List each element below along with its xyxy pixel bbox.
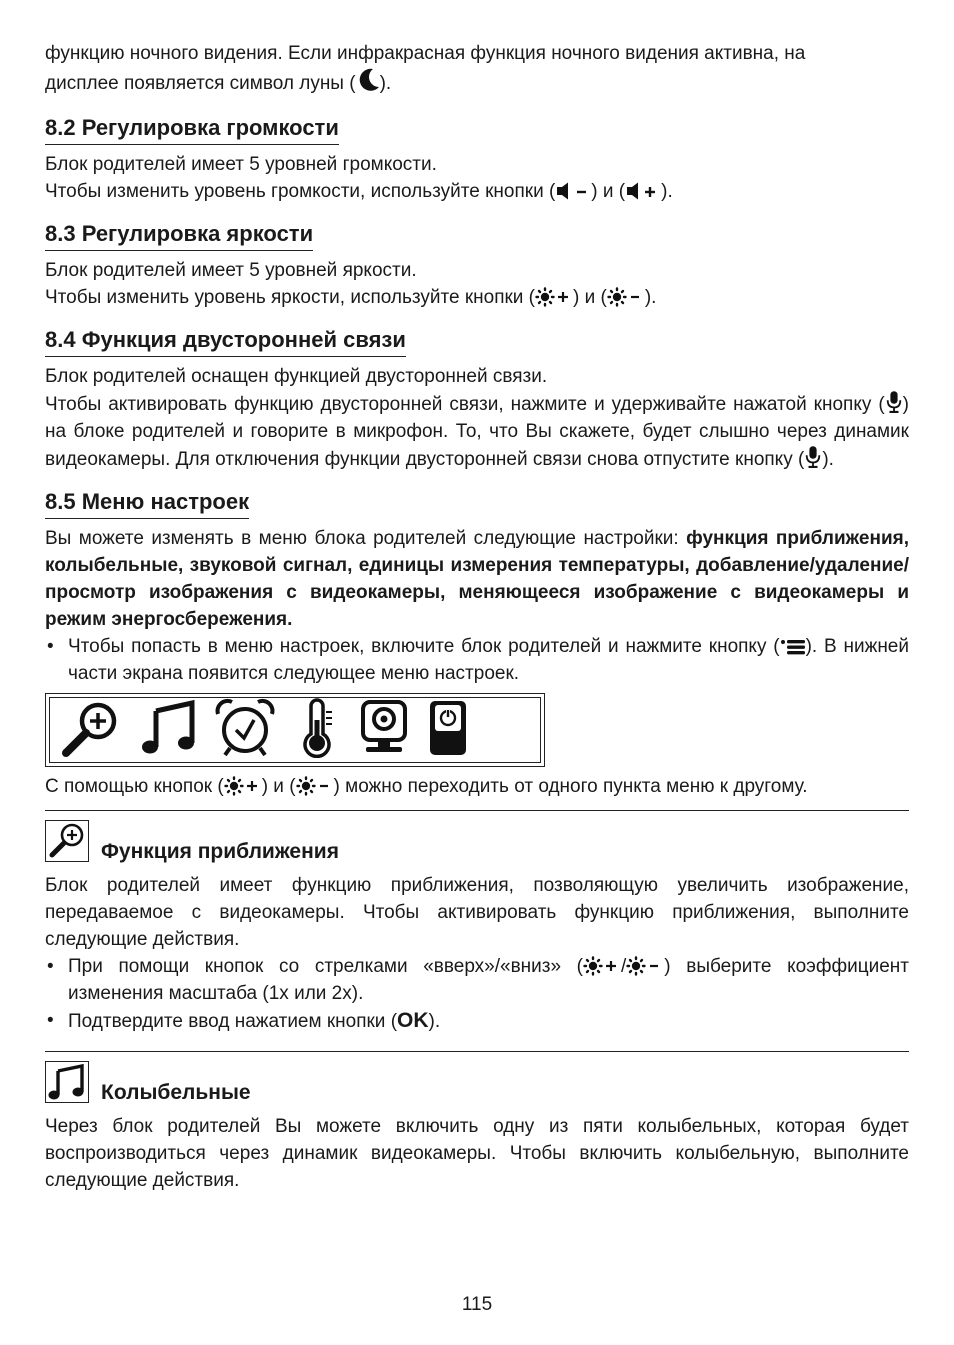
settings-intro-a: Вы можете изменять в меню блока родителей следующие настройки: — [45, 528, 687, 549]
brightness-down-icon — [296, 776, 334, 796]
brightness-up-icon — [535, 287, 573, 307]
zoom-icon — [45, 820, 89, 862]
menu-navigation-text — [45, 773, 909, 800]
divider — [45, 810, 909, 811]
brightness-instr-a: Чтобы изменить уровень яркости, используйте кнопки ( — [45, 287, 536, 308]
volume-levels-text: Блок родителей имеет 5 уровней громкости. — [45, 154, 437, 175]
zoom-description: Блок родителей имеет функцию приближения, позволяющую увеличить изображение, передаваемое с видеокамеры. Чтобы активировать функцию приближения, выполните следующие действия. — [45, 875, 909, 950]
intro-line2-start: дисплее появляется символ луны ( — [45, 73, 356, 94]
brightness-down-icon — [607, 287, 645, 307]
list-item — [45, 953, 909, 1007]
microphone-icon — [885, 390, 903, 414]
two-way-instr-b: ) на блоке родителей и говорите в микрофон. То, что Вы скажете, будет слышно через динамик видеокамеры. Для отключения функции двусторонней связи снова отпустите кнопку ( — [45, 394, 909, 470]
volume-instr-b: ) и ( — [591, 181, 626, 202]
brightness-down-icon — [626, 956, 664, 976]
zoom-step1-c: ) выберите коэффициент изменения масштаба (1x или 2x). — [68, 956, 909, 1004]
list-item — [45, 633, 909, 687]
power-icon — [426, 698, 470, 763]
section-settings-menu — [45, 487, 909, 800]
settings-intro — [45, 525, 909, 633]
section-title-settings: 8.5 Меню настроек — [45, 489, 250, 514]
nav-text-b: ) и ( — [261, 776, 296, 797]
two-way-instr-c: ). — [822, 449, 834, 470]
zoom-steps — [45, 953, 909, 1035]
subsection-zoom — [45, 820, 909, 1035]
subsection-title-lullaby: Колыбельные — [101, 1081, 251, 1104]
menu-icon — [780, 638, 806, 656]
section-volume — [45, 113, 909, 205]
brightness-levels-text: Блок родителей имеет 5 уровней яркости. — [45, 260, 417, 281]
zoom-icon — [60, 699, 124, 762]
settings-bullet-b: ). В нижней части экрана появится следующее меню настроек. — [68, 636, 909, 684]
volume-instructions — [45, 178, 909, 205]
brightness-instr-c: ). — [644, 287, 657, 308]
divider — [45, 1051, 909, 1052]
intro-text — [45, 40, 909, 97]
section-title-two-way: 8.4 Функция двусторонней связи — [45, 327, 406, 352]
manual-page — [45, 40, 909, 1194]
section-title-brightness: 8.3 Регулировка яркости — [45, 221, 314, 246]
brightness-up-icon — [224, 776, 262, 796]
volume-down-icon — [555, 181, 591, 201]
brightness-up-icon — [583, 956, 621, 976]
zoom-step2-b: ). — [428, 1011, 441, 1032]
two-way-instr-a: Чтобы активировать функцию двусторонней связи, нажмите и удерживайте нажатой кнопку ( — [45, 394, 885, 415]
settings-bullet-a: Чтобы попасть в меню настроек, включите блок родителей и нажмите кнопку ( — [68, 636, 780, 657]
intro-line1: функцию ночного видения. Если инфракрасная функция ночного видения активна, на — [45, 43, 806, 64]
section-brightness — [45, 219, 909, 311]
page-number: 115 — [461, 1294, 493, 1315]
volume-instr-a: Чтобы изменить уровень громкости, используйте кнопки ( — [45, 181, 556, 202]
settings-list: функция приближения, колыбельные, звуковой сигнал, единицы измерения температуры, добавление/удаление/просмотр изображения с видеокамеры, меняющееся изображение с видеокамеры и режим энергосбережения. — [45, 528, 909, 630]
thermometer-icon — [292, 698, 342, 763]
zoom-step2-a: Подтвердите ввод нажатием кнопки ( — [68, 1011, 398, 1032]
zoom-step1-b: / — [621, 956, 627, 977]
microphone-icon — [804, 445, 822, 469]
brightness-instructions — [45, 284, 909, 311]
lullaby-description: Через блок родителей Вы можете включить одну из пяти колыбельных, которая будет воспроизводиться через динамик видеокамеры. Чтобы включить колыбельную, выполните следующие действия. — [45, 1116, 909, 1191]
moon-icon — [356, 67, 380, 93]
subsection-title-zoom: Функция приближения — [101, 840, 339, 863]
alarm-clock-icon — [214, 698, 276, 763]
camera-icon — [358, 699, 410, 762]
subsection-lullaby — [45, 1061, 909, 1194]
settings-bullets — [45, 633, 909, 687]
nav-text-c: ) можно переходить от одного пункта меню к другому. — [333, 776, 808, 797]
settings-menu-bar — [45, 693, 545, 767]
volume-instr-c: ). — [661, 181, 673, 202]
music-note-icon — [45, 1061, 89, 1103]
two-way-intro: Блок родителей оснащен функцией двусторонней связи. — [45, 366, 548, 387]
intro-line2-end: ). — [379, 73, 392, 94]
section-title-volume: 8.2 Регулировка громкости — [45, 115, 339, 140]
music-note-icon — [140, 699, 198, 762]
zoom-step1-a: При помощи кнопок со стрелками «вверх»/«вниз» ( — [68, 956, 584, 977]
nav-text-a: С помощью кнопок ( — [45, 776, 224, 797]
volume-up-icon — [625, 181, 661, 201]
list-item — [45, 1007, 909, 1035]
ok-button-label: OK — [397, 1009, 429, 1032]
brightness-instr-b: ) и ( — [573, 287, 607, 308]
two-way-instructions — [45, 390, 909, 473]
section-two-way — [45, 325, 909, 473]
